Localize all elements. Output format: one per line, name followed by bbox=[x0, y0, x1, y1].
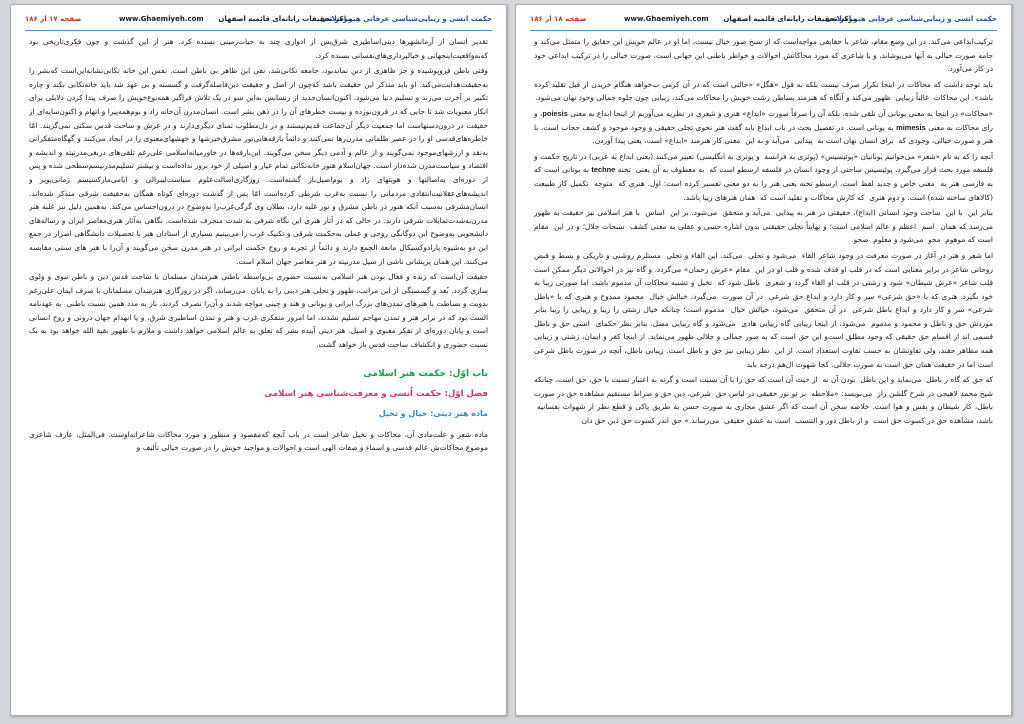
page-body bbox=[534, 35, 993, 707]
document-page-left bbox=[10, 4, 507, 716]
paragraph: بنابر این ‌ با این ‌ ساحت ‌وجود انسانی ‌(ابداع)، حقیقتی ‌در هنر ‌به‌ پیدایی ‌ می‌آید و متحقق ‌ می‌شود. بر این ‌ اساس ‌ با هنر اسلامی ‌نیز حقیقت ‌به ‌ظهور می‌رسد که ‌همان ‌‌ اسم ‌‌ اعظم ‌و عالم ‌اسلامی ‌است؛ و نهایتاً ‌تجلی ‌حقیقتی ‌بدون ‌اشاره ‌‌حسی ‌و عقلی ‌به‌ ‌معنی ‌کشف ‌ سبحات ‌جلال؛ و در این ‌ مقام ‌است ‌که ‌موهوم ‌ محو ‌ می‌شود و معلوم ‌ صحو. bbox=[534, 208, 993, 245]
paragraph-text: «محاکات» در اینجا به‌ معنی ‌یونانی آن ‌تلقی ‌شده، بلکه‌ آن ‌را صرفاً صورت «ابداع» هنری ‌و شعری ‌در نظریه می‌آوریم ‌از اینجا ابداع ‌به‌ معنی bbox=[570, 108, 993, 118]
paragraph-text: به ‌یونانی ‌است که ‌به ‌فارسی ‌هنر ‌به ‌ معنی‌ خاص و جدید لفظ ‌است. ارسطو تخنه ‌یعنی ‌هنر را به ‌دو معنی ‌تفسیر کرده ‌است: اول. هنری ‌که ‌ متوجه ‌‌ تکمیل ‌کار طبیعت ‌(کالاهای ‌ساخته ‌شده) است. و دوم ‌هنری ‌ که‌ کارش ‌محاکات ‌و تقلید است که ‌ همان ‌هنرهای ‌زیبا باشد. bbox=[534, 165, 993, 202]
paragraph: باید توجه‌ داشت‌ که ‌محاکات ‌در اینجا تکرار صرف نیست ‌بلکه ‌به‌ قول «هگل» «حالتی ‌است‌ که در آن ‌کرمی ‌ب‌خواهد ‌هنگام ‌خزیدن ‌از فیل ‌تقلید کرده ‌باشد». این ‌محاکات ‌ غالباً ‌زیبایی ‌ ظهور می‌کند و آنگاه‌ که‌ هنرمند ‌بساطن ‌زشت ‌خویش ‌را محاکات ‌می‌کند، زیبایی ‌چون ‌جلوه‌ جمالی ‌وجود نهان ‌می‌شود. bbox=[534, 79, 993, 103]
paragraph: ترکیب‌ابداعی می‌کند. در این‌ وضع‌ مقام، شاعر با حقایقی مواجه‌است که‌ از سنخ ‌صور خیال ‌نیست، اما او در عالم‌ خویش این حقایق را متمثل می‌کند و جامه ‌صورت‌ خیالی ‌به‌ آنها می‌پوشاند، و یا شاعری‌ که‌ مورد محاکاتش‌ احوالات و خواطر باطنی ‌این جهانی ‌است، صورت‌ خیالی ‌را در ترکیب ‌ابداعی ‌خود در کار می‌آورد. bbox=[534, 37, 993, 74]
paragraph bbox=[534, 150, 993, 204]
book-title: حکمت انسی و زیبایی‌شناسی عرفانی هنر اسلامی bbox=[320, 15, 492, 23]
website-url: www.Ghaemiyeh.com bbox=[624, 15, 709, 23]
paragraph-text: به ‌یونانی ‌است. در تفصیل ‌بحث‌ در باب ‌ابداع ‌باید گفت ‌هنر نحوی ‌تجلی ‌حقیقی ‌و وجود موجود و کشف ‌حجاب ‌است. با هنر و صورت ‌خیالی، وجودی که ‌ برای ‌انسان ‌نهان ‌است به ‌ پیدایی ‌ می‌آید و به ‌این ‌ معنی ‌کار هنرمند «ابداع» است، یعنی ‌پیدا آوردن. bbox=[534, 122, 993, 146]
book-title: حکمت انسی و زیبایی‌شناسی عرفانی هنر اسلامی bbox=[825, 15, 997, 23]
latin-term: poiesis bbox=[542, 108, 568, 118]
paragraph-text: ، و رای‌ محاکات ‌به‌ معنی bbox=[534, 108, 993, 132]
website-url: www.Ghaemiyeh.com bbox=[119, 15, 204, 23]
latin-term: mimesis bbox=[896, 122, 926, 132]
publisher-name: مرکز تحقیقات رایانه‌ای قائمیه اصفهان bbox=[218, 15, 352, 23]
sub-heading: ماده هنر دینی: خیال و تخیل bbox=[378, 408, 488, 418]
latin-term: techne bbox=[591, 165, 616, 175]
chapter-heading: فصل اوّل: حکمت اُنسی و معرفت‌شناسی هنر اسلامی bbox=[264, 388, 488, 399]
document-page-right bbox=[515, 4, 1012, 716]
page-header bbox=[25, 14, 492, 31]
page-number: صفحه ۱۷ از ۱۸۶ bbox=[25, 15, 82, 23]
paragraph-text: آنچه ‌را که ‌به ‌نام ‌«شعر» می‌خوانیم ‌یونانیان ‌«پوئیسیس» (پوئزی ‌به ‌فرانسه ‌ و پوتری ‌به‌ انگلیسی) تعبیر می‌کنند (یعنی ‌ابداع ‌به‌ عربی) در تاریخ ‌حکمت و فلسفه ‌مورد بحث ‌قرار می‌گیرد. پوئیسیس ‌ساحتی ‌از وجود انسان ‌در فلسفه ‌ارسطو است که ‌ به ‌معطوف به‌ ‌آن ‌یعنی ‌ تخنه bbox=[534, 151, 993, 175]
page-header bbox=[530, 14, 997, 31]
page-number: صفحه ۱۸ از ۱۸۶ bbox=[530, 15, 587, 23]
paragraph: که‌ حق ‌که ‌گاه ‌ز باطل ‌ می‌نماید و این ‌باطل ‌ بودن ‌آن ‌نه ‌ از حیث ‌آن ‌است ‌که ‌حق ‌را با آن ‌نسبت ‌است ‌و گرنه ‌به ‌اعتبار نسبت ‌با حق، حق ‌است، چنانکه ‌شیخ ‌محمد لاهیجی ‌در شرح ‌گلشن ‌راز ‌ می‌نویسد: «ملاحظه ‌ بر تو نور ‌حقیقی ‌در لباس ‌حق ‌‌ شرعی، دین ‌حق و صراط ‌مستقیم ‌مشاهده ‌حق ‌در صورت ‌باطل، کار شیطان ‌و نفس و هوا ‌است. خلاصه ‌سخن ‌آن ‌است ‌که ‌اگر عشق ‌مجازی ‌به ‌صورت ‌حسن ‌به ‌طریق ‌پاکی ‌و قطع ‌نظر از شهوات ‌نفسانیه ‌ باشد، مشاهده ‌حق ‌در کسوت ‌حق ‌است ‌ و از باطل ‌دور و التنسب ‌ است ‌به ‌عشق ‌حقیقی ‌ می‌رساند.» حق ‌اندر کسوت ‌حق ‌دین ‌حق ‌دان bbox=[534, 375, 993, 426]
paragraph: اما شعر و هنر در آغاز در صورت ‌معرفت ‌در وجود شاعر القاء ‌ می‌شود و تجلی ‌ می‌کند. این ‌القاء و تجلی ‌ مستلزم ‌روشنی ‌و تاریکی ‌و بسط و قبض ‌روحانی ‌شاعر در برابر معنایی ‌است ‌که ‌در قلب ‌او قذف ‌شده و قلب ‌او در این ‌ مقام ‌«عرش‌ رحمان» ‌می‌گردد. و گاه ‌نیز در احوالاتی ‌دیگر ممکن ‌است ‌قلب ‌شاعر «عرش ‌شیطان» شود و زشتی ‌در قلب ‌او القاء گردد و شعری ‌ باطل ‌شود که ‌ تخیل ‌و تشبیه محاکات ‌آن ‌مذموم ‌باشد، اما صورتی ‌زیبا به ‌خود بگیرد. هنری ‌که ‌با «حق ‌شرعی» سر و کار دارد و ابداع ‌حق ‌شرعی ‌ در آن ‌صورت ‌ می‌گیرد، خیالش ‌خیال ‌‌ محمود ممدوح و هنری ‌که با «باطل ‌شرعی» سر و کار دارد و ابداع باطل ‌شرعی ‌ در آن ‌متحقق ‌ می‌شود، خیالش ‌خیال ‌‌ مذموم ‌است؛ چنانکه ‌خیال ‌زشتی ‌را زیبا و زیبایی ‌را زیبا بنابر ‌موردش ‌حق و باطل ‌و محمود و مذموم ‌ می‌شود، از اینجا زیبایی ‌گاه ‌زیبایی ‌هادی ‌ می‌شود و گاه ‌زیبایی ‌مضل. بنابر نظر حکمای ‌ انسی ‌حق و باطل ‌قسمی ‌اند از اقسام ‌حق ‌حقیقی ‌که ‌وجود مطلق ‌است‌و این ‌حق ‌است ‌که ‌به ‌صور جمالی و جلالی ‌ظهور می‌نماید. از اینجا کفر و ایمان، زشتی و زیبایی ‌همه ‌مظاهر حقند، ولی ‌تفاوتشان ‌به ‌حسب ‌تفاوت ‌استعداد است. از این ‌ نظر زیبایی ‌نیز حق ‌و باطل ‌است. زیبایی ‌باطل، آنچه در صورت ‌باطل ‌شرعی ‌است ‌اما در حقیقت ‌همان ‌حق ‌است ‌به ‌صورت ‌جلالی. کجا شهوت ‌ال‌هم ‌درجه ‌باید bbox=[534, 250, 993, 369]
paragraph: وقتی باطن فروپوشیده و جز ظاهری از دین نماند‌بود، جامعه تکانی‌شد، نفی این ظاهر بی باطن است. نفس این خانه تکانی‌نشانه‌این‌است که‌بشر را به‌حقیقت‌هدایت‌می‌کند. او باید متذکر این حقیقت باشد که‌چون از اصل و حقیقت دین‌فاصله‌گرفت و گسسته‌ و بی عهد شد باید خانه‌تکانی‌ بکند و چاره تکبیر بر آخرت‌ می‌زند و تسلیم دنیا می‌شود. اکنون‌انسان‌جدید از رنسانس به‌این سو در یک تلاش فراگیر همه‌نوع‌خویش را صرف پیدا کردن دلایلی برای انکار معنویات شد تا جایی که در قرون‌نوزده و بیست خطرهای آن را در ذهن بشر است. انسان‌مدرن آن‌خانه زاد و بوم‌همه‌پیرا و اتهام‌ و اکنون‌سایه‌ای از حقیقت در درون‌دستهاست‌ اما جمعیت‌ دیگر آن‌جماعت‌ قدیم‌نیستند و در دل‌مطلوب تمنای دیگری‌دارند و در عرش و ساحت‌ قدس‌ سکنی نمی‌گزیند. امّا خاطره‌های‌قدسی او را در عصر ظلمانی مدرن‌رها نمی‌کنند و دائماً بارقه‌هایی‌نور مشرق‌خیزشها و جهشهای‌معنوی را در ایجاد می‌کنند و گهگاه‌متفکرانی به‌نقد و ارزشهای‌موجود نمی‌گویند و از عالم و آدمی‌ دیگر سخن‌ می‌گویند. این‌بارقه‌ها در خاورمیانه‌اسلامی‌ علی‌رغم‌ تلقی‌های دریغی‌مدرنیته‌ و اندیشه‌ و اقتصاد و سیاست‌مدرن‌ شده‌دار است. جهان‌اسلام‌ هنوز خانه‌تکانی تمام عیار و اصیلی‌ از خود بروز نداده‌است و بیشتر تسلیم‌مدرنیسم‌سطحی شده‌ و پس از دوره‌ای‌ به‌اصالتها و هویتهای زاد و بوم‌اصیل‌باز گشته‌است. روزگاری‌اصالت‌علوم سیاست‌لیبرالی‌ و ایامی‌مارکسیسم زمانی‌‌پوپر و اندیشه‌های‌عقلانیت‌انتقادی‌ مرد‌مانی را نسبت‌ به‌غرب‌ شرطی کرده‌است امّا پس از گذشت‌ دوره‌ای کوتاه‌ همگان‌ به‌حقیقت‌ شرقی‌ متذکر شده‌اند. انسان‌مشرقی به‌سبب آنکه‌ هنوز در باطن‌ مشرق‌ و نور غلبه‌ دارد، بطلان ‌وی گرگی‌غرب‌را به‌وضوح در درون‌احساس‌ می‌کند. به‌همین دلیل ‌نیز غلبه‌ هنر مدرن‌به‌شدت‌تمایلات ‌شرقی دارند. در حالی ‌که در آثار‌ هنری‌ این نگاه ‌شرقی ‌به ‌شدت‌ منحرف‌ شد‌ه‌است. نگاهی به‌آثار هنری‌‌معاصر ایران و رساله‌های‌ دانشجویی به‌وضوح این دوگانگی روحی و عملی‌ به‌حکمت‌ شرقی و تکنیک غرب‌ را می‌بینیم بسیاری‌ از استادان‌ هنر با تحصیلات ‌دانشگاهی ‌اصرار در جمع ‌این ‌دو به‌شیوه ‌پارادوکسیکال‌ مانعة‌ الجمع ‌دارند و دائماً از تجربه و روح‌ حکمت‌ ‌ایرانی در هنر مدرن ‌سخن ‌می‌گویند و آن‌را با هنر های ‌سنتی‌ مقایسه ‌می‌کنند. این‌ همان‌ پریشانی ‌ناشی از سیل‌ مدرنیته ‌در هنر معاصر جهان‌ ‌اسلام‌ ‌است. bbox=[29, 66, 488, 266]
paragraph: تقدیر انسان از آرمانشهرها دینی‌اساطیری شرق‌پس از ادواری چند به حیات‌زمینی بسنده کرد. هنر از این گذشت و چون فکری‌تاریخی بود که‌به‌واقعیت‌اینجهانی و خیالپردازی‌های‌نفسانی بسنده کرد. bbox=[29, 37, 488, 60]
paragraph bbox=[534, 107, 993, 148]
page-body bbox=[29, 35, 488, 707]
publisher-name: مرکز تحقیقات رایانه‌ای قائمیه اصفهان bbox=[723, 15, 857, 23]
paragraph: ماده شعر و علت‌مادی آن، محاکات و تخیل شاعر است در باب آنچه که‌مقصود و منظور و مورد محاکات شاعرانه‌اوست. فی‌المثل، عارف شاعری ‌موضوع‌ محاکات‌ش عالم‌ قدسی و اسماء و صفات ‌الهی ‌است و احوالات و مواجید خویش‌ را در صورت ‌خیالی ‌تألیف و bbox=[29, 429, 488, 453]
paragraph: حقیقت آن‌است که زنده و فعال‌ بودن‌ هنر اسلامی به‌نسبت حضوری ‌بی‌واسطه‌ باطنی‌ هنرمندان‌ مسلمان‌ با ساحت‌ قدس‌ دین و باطن نبوی و ولوی‌ ‌سازی‌ گردد. بُعد و گسستگی از این مراتب، ظهور و تجلی ‌هنر دینی را به ‌پایان ‌ می‌رساند، اگر در روزگاری ‌هنرمندان ‌مسلمانان‌ با صرف ایمان علی‌رغم‌ بدویت‌ و بساطت‌ با هنرهای‌ تمدن‌ها‌ی بزرگ ‌ایرانی و یونانی و هند و چینی ‌مواجه ‌شدند و آن‌را تصرف ‌کردند، باز به ‌مدد همین ‌نسبت‌ ‌باطنی ‌ به ‌عهد‌نامه ‌الست‌ بود که ‌در برابر هنر و تمدن ‌مهاجم ‌تسلیم‌ نشدند، اما ‌امروز ‌متفکری‌ غرب و هنر و تمدن‌ ‌اساطیری ‌شرق، و یا انهدام‌ جهان ‌درونی و روح ‌انسانی ‌است و پایان‌ دوره‌ای ‌از تفکر معنوی ‌و اصیل. هنر دینی ‌آینده ‌بشر که ‌تعلق ‌به ‌عالم‌ ‌اسلامی ‌خواهد داشت و ملازم با ظهور بقیة‌ الله ‌خواهد بود به‌ یک‌ نسبت ‌حضوری و انکشاف ‌ساحت ‌قدس ‌باز خواهد گشت. bbox=[29, 272, 488, 350]
section-heading: باب اوّل: حکمت هنر اسلامی bbox=[363, 368, 488, 379]
